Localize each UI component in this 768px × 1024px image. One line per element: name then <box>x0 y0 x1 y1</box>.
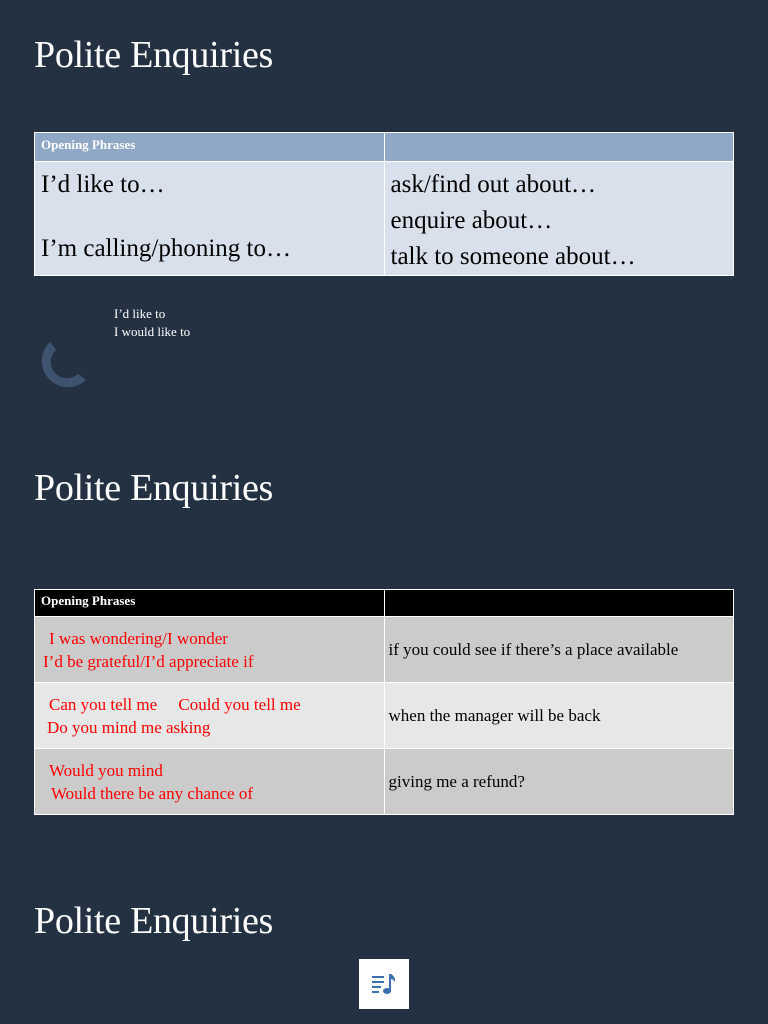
slide-2-title: Polite Enquiries <box>34 467 274 509</box>
table2-completion-cell: when the manager will be back <box>384 683 734 749</box>
table1-header-col2 <box>384 133 734 162</box>
table2-completion-cell: giving me a refund? <box>384 749 734 815</box>
table1-left-cell <box>35 162 385 276</box>
table2-header-col1: Opening Phrases <box>35 590 385 617</box>
opening-phrases-table-2 <box>34 589 734 815</box>
slide-3-title: Polite Enquiries <box>34 900 274 942</box>
table2-header-col2 <box>384 590 734 617</box>
table1-right-line: ask/find out about… <box>390 171 597 198</box>
table1-header-col1: Opening Phrases <box>35 133 385 162</box>
table2-phrase-cell <box>35 749 385 815</box>
phrase-line: Can you tell me Could you tell me <box>49 694 301 714</box>
note-line: I would like to <box>114 324 191 339</box>
arc-shape-icon <box>36 336 88 388</box>
table1-right-cell <box>384 162 734 276</box>
phrase-line: I was wondering/I wonder <box>49 628 228 648</box>
table-row <box>35 617 734 683</box>
table2-phrase-cell <box>35 617 385 683</box>
table2-completion-cell: if you could see if there’s a place available <box>384 617 734 683</box>
phrase-line: Would there be any chance of <box>47 783 254 803</box>
playlist-music-glyph-icon <box>370 970 398 998</box>
table1-left-line: I’d like to… <box>41 171 165 198</box>
table1-right-line: talk to someone about… <box>390 243 636 270</box>
opening-phrases-table-1 <box>34 132 734 276</box>
note-text <box>114 305 190 341</box>
phrase-line: Do you mind me asking <box>47 717 211 737</box>
playlist-music-icon[interactable] <box>359 959 409 1009</box>
slide-1-title: Polite Enquiries <box>34 34 274 76</box>
note-line: I’d like to <box>114 306 166 321</box>
table-row <box>35 683 734 749</box>
table-row <box>35 749 734 815</box>
phrase-line: I’d be grateful/I’d appreciate if <box>43 651 254 671</box>
table2-phrase-cell <box>35 683 385 749</box>
table1-left-line: I’m calling/phoning to… <box>41 235 291 262</box>
table1-right-line: enquire about… <box>390 207 553 234</box>
phrase-line: Would you mind <box>49 760 163 780</box>
